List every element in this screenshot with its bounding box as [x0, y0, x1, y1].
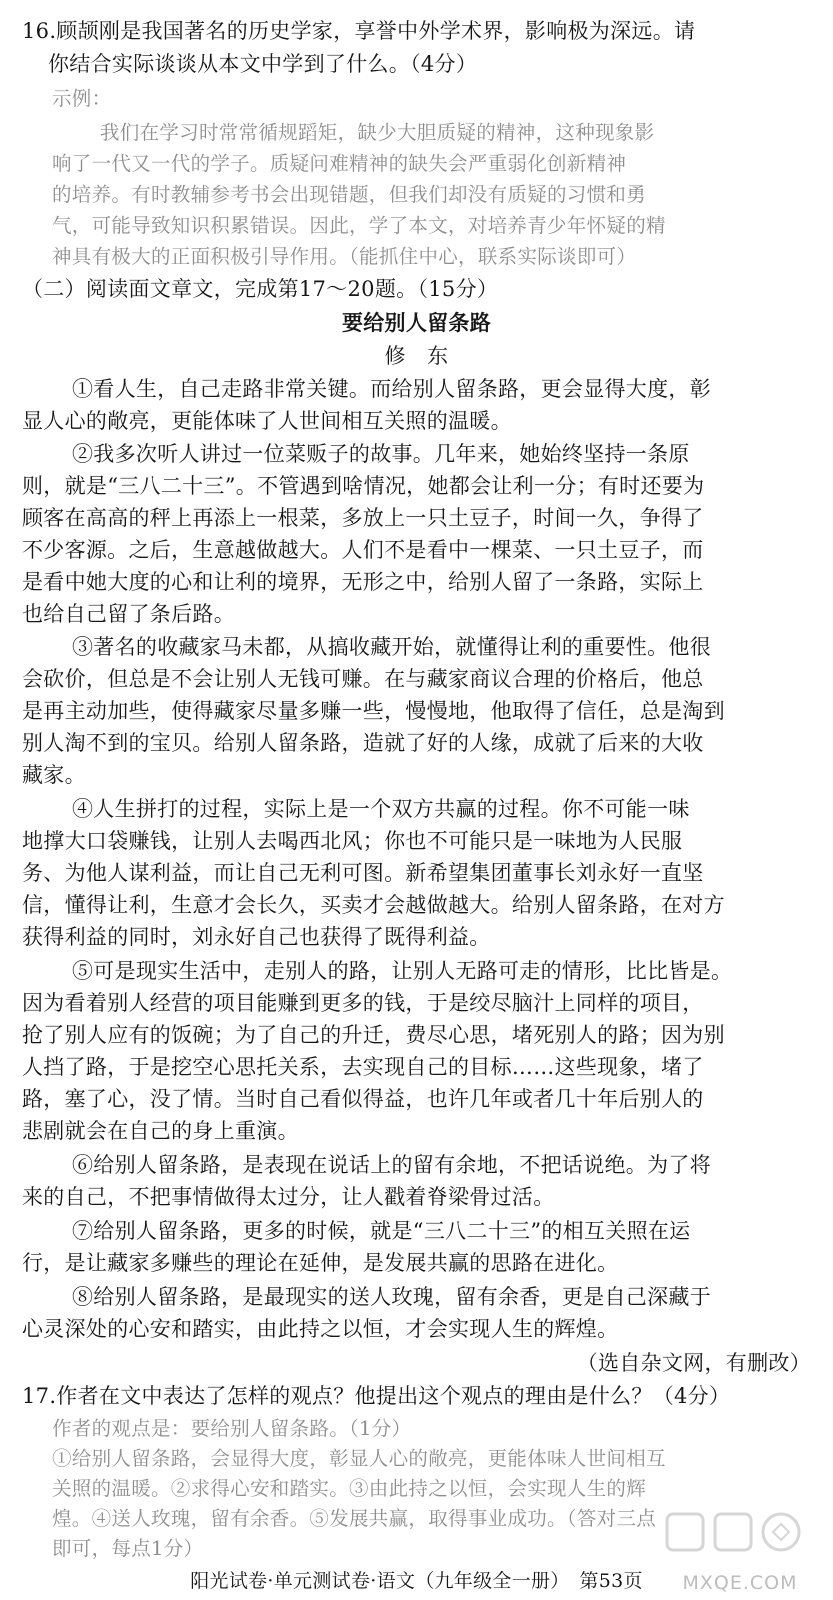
q16-answer-line-4: 气，可能导致知识积累错误。因此，学了本文，对培养青少年怀疑的精 [52, 214, 666, 237]
watermark-text: MXQE.COM [682, 1572, 798, 1594]
article-line: 心灵深处的心安和踏实，由此持之以恒，才会实现人生的辉煌。 [22, 1317, 619, 1341]
section-heading: （二）阅读面文章文，完成第17～20题。（15分） [22, 277, 499, 301]
article-source: （选自杂文网，有删改） [576, 1351, 811, 1375]
q16-stem-line-2: 你结合实际谈谈从本文中学到了什么。（4分） [48, 52, 478, 76]
watermark-logo-icon [663, 1508, 805, 1562]
article-line: 人挡了路，于是挖空心思托关系，去实现自己的目标……这些现象，堵了 [22, 1055, 704, 1079]
article-line: ①看人生，自己走路非常关键。而给别人留条路，更会显得大度，彰 [72, 377, 711, 401]
article-line: 因为看着别人经营的项目能赚到更多的钱，于是绞尽脑汁上同样的项目， [22, 991, 704, 1015]
article-line: 行，是让藏家多赚些的理论在延伸，是发展共赢的思路在进化。 [22, 1251, 619, 1275]
article-line: ②我多次听人讲过一位菜贩子的故事。几年来，她始终坚持一条原 [72, 442, 690, 466]
article-line: 悲剧就会在自己的身上重演。 [22, 1119, 299, 1143]
q16-stem-line-1: 16.顾颉刚是我国著名的历史学家，享誉中外学术界，影响极为深远。请 [22, 19, 696, 43]
q17-answer-line-3: 关照的温暖。②求得心安和踏实。③由此持之以恒，会实现人生的辉 [52, 1477, 647, 1500]
article-line: ⑧给别人留条路，是最现实的送人玫瑰，留有余香，更是自己深藏于 [72, 1285, 711, 1309]
q17-stem: 17.作者在文中表达了怎样的观点？他提出这个观点的理由是什么？（4分） [22, 1384, 731, 1408]
q16-answer-label: 示例： [52, 87, 112, 110]
q16-answer-line-2: 响了一代又一代的学子。质疑问难精神的缺失会严重弱化创新精神 [52, 152, 627, 175]
article-line: 来的自己，不把事情做得太过分，让人戳着脊梁骨过活。 [22, 1185, 555, 1209]
q16-answer-line-3: 的培养。有时教辅参考书会出现错题，但我们却没有质疑的习惯和勇 [52, 183, 647, 206]
page-footer: 阳光试卷·单元测试卷·语文（九年级全一册） 第53页 [190, 1570, 643, 1592]
article-line: 是看中她大度的心和让利的境界，无形之中，给别人留了一条路，实际上 [22, 570, 704, 594]
q16-answer-line-5: 神具有极大的正面积极引导作用。（能抓住中心，联系实际谈即可） [52, 245, 637, 268]
article-line: 不少客源。之后，生意越做越大。人们不是看中一棵菜、一只土豆子，而 [22, 538, 704, 562]
article-author: 修 东 [384, 344, 449, 368]
article-line: 藏家。 [22, 763, 86, 787]
article-line: 则，就是“三八二十三”。不管遇到啥情况，她都会让利一分；有时还要为 [22, 474, 705, 498]
article-line: 显人心的敞亮，更能体味了人世间相互关照的温暖。 [22, 409, 512, 433]
article-line: 顾客在高高的秤上再添上一根菜，多放上一只土豆子，时间一久，争得了 [22, 506, 704, 530]
article-line: 是再主动加些，使得藏家尽量多赚一些，慢慢地，他取得了信任，总是淘到 [22, 699, 725, 723]
article-line: 也给自己留了条后路。 [22, 602, 235, 626]
article-line: ③著名的收藏家马未都，从搞收藏开始，就懂得让利的重要性。他很 [72, 635, 711, 659]
article-line: ⑥给别人留条路，是表现在说话上的留有余地，不把话说绝。为了将 [72, 1153, 711, 1177]
article-line: ⑦给别人留条路，更多的时候，就是“三八二十三”的相互关照在运 [72, 1219, 691, 1243]
q17-answer-line-5: 即可，每点1分） [52, 1537, 204, 1560]
article-line: 抢了别人应有的饭碗；为了自己的升迁，费尽心思，堵死别人的路；因为别 [22, 1023, 725, 1047]
article-line: ⑤可是现实生活中，走别人的路，让别人无路可走的情形，比比皆是。 [72, 959, 733, 983]
article-line: 信，懂得让利，生意才会长久，买卖才会越做越大。给别人留条路，在对方 [22, 893, 725, 917]
article-line: ④人生拼打的过程，实际上是一个双方共赢的过程。你不可能一味 [72, 797, 690, 821]
article-line: 会砍价，但总是不会让别人无钱可赚。在与藏家商议合理的价格后，他总 [22, 667, 704, 691]
article-line: 别人淘不到的宝贝。给别人留条路，造就了好的人缘，成就了后来的大收 [22, 731, 704, 755]
q17-answer-line-4: 煌。④送人玫瑰，留有余香。⑤发展共赢，取得事业成功。（答对三点 [52, 1507, 657, 1530]
q17-answer-line-1: 作者的观点是：要给别人留条路。（1分） [52, 1417, 412, 1440]
article-line: 地撑大口袋赚钱，让别人去喝西北风；你也不可能只是一味地为人民服 [22, 829, 683, 853]
article-line: 务、为他人谋利益，而让自己无利可图。新希望集团董事长刘永好一直坚 [22, 861, 704, 885]
q17-answer-line-2: ①给别人留条路，会显得大度，彰显人心的敞亮，更能体味人世间相互 [52, 1447, 666, 1470]
article-title: 要给别人留条路 [341, 310, 492, 335]
article-line: 路，塞了心，没了情。当时自己看似得益，也许几年或者几十年后别人的 [22, 1087, 704, 1111]
q16-answer-line-1: 我们在学习时常常循规蹈矩，缺少大胆质疑的精神，这种现象影 [100, 121, 655, 144]
article-line: 获得利益的同时，刘永好自己也获得了既得利益。 [22, 925, 491, 949]
